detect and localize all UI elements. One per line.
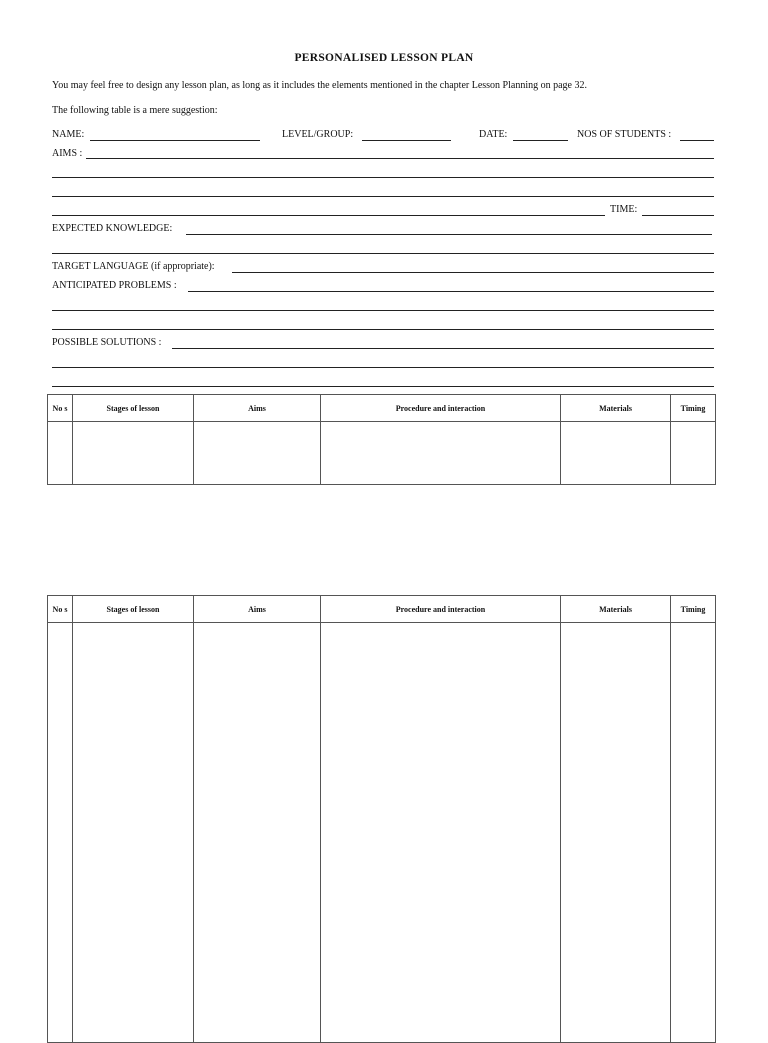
intro-text: You may feel free to design any lesson plan, as long as it includes the elements mentioned in the chapter Lesson Planning on page 32. [52,80,587,91]
intro-note: The following table is a mere suggestion: [52,105,218,116]
time-label: TIME: [610,204,638,215]
col-header-materials: Materials [561,596,671,623]
table-row [48,623,716,1043]
col-header-stages: Stages of lesson [73,596,194,623]
table-cell[interactable] [321,623,561,1043]
anticipated-problems-field-line[interactable] [188,291,714,292]
possible-solutions-field-line[interactable] [52,367,714,368]
table-cell[interactable] [671,623,716,1043]
table-header-row [48,596,716,623]
aims-field-line[interactable] [52,177,714,178]
possible-solutions-field-line[interactable] [172,348,714,349]
table-cell[interactable] [73,623,194,1043]
name-label: NAME: [52,129,85,140]
table-cell[interactable] [671,422,716,485]
aims-field-line[interactable] [52,196,714,197]
table-cell[interactable] [194,623,321,1043]
col-header-procedure: Procedure and interaction [321,395,561,422]
target-language-label: TARGET LANGUAGE (if appropriate): [52,261,215,272]
table-cell[interactable] [194,422,321,485]
table-cell[interactable] [561,422,671,485]
name-field[interactable] [90,140,260,141]
col-header-nos: No s [48,596,73,623]
nos-students-label: NOS OF STUDENTS : [577,129,672,140]
page-title: PERSONALISED LESSON PLAN [294,52,474,64]
date-label: DATE: [479,129,508,140]
time-field[interactable] [642,215,714,216]
lesson-stages-table [47,394,716,485]
target-language-field[interactable] [232,272,714,273]
level-group-label: LEVEL/GROUP: [282,129,354,140]
anticipated-problems-field-line[interactable] [52,310,714,311]
possible-solutions-field-line[interactable] [52,386,714,387]
col-header-stages: Stages of lesson [73,395,194,422]
col-header-timing: Timing [671,395,716,422]
table-cell[interactable] [561,623,671,1043]
expected-knowledge-field-line[interactable] [186,234,712,235]
col-header-procedure: Procedure and interaction [321,596,561,623]
date-field[interactable] [513,140,568,141]
anticipated-problems-label: ANTICIPATED PROBLEMS : [52,280,177,291]
col-header-aims: Aims [194,395,321,422]
aims-field-line[interactable] [86,158,714,159]
table-cell[interactable] [73,422,194,485]
col-header-timing: Timing [671,596,716,623]
col-header-materials: Materials [561,395,671,422]
anticipated-problems-field-line[interactable] [52,329,714,330]
table-cell[interactable] [48,623,73,1043]
table-row [48,422,716,485]
table-cell[interactable] [321,422,561,485]
table-header-row [48,395,716,422]
aims-field-line[interactable] [52,215,605,216]
col-header-aims: Aims [194,596,321,623]
nos-students-field[interactable] [680,140,714,141]
lesson-stages-table-continued [47,595,716,1043]
aims-label: AIMS : [52,148,83,159]
col-header-nos: No s [48,395,73,422]
table-cell[interactable] [48,422,73,485]
possible-solutions-label: POSSIBLE SOLUTIONS : [52,337,162,348]
expected-knowledge-label: EXPECTED KNOWLEDGE: [52,223,173,234]
level-group-field[interactable] [362,140,451,141]
expected-knowledge-field-line[interactable] [52,253,714,254]
